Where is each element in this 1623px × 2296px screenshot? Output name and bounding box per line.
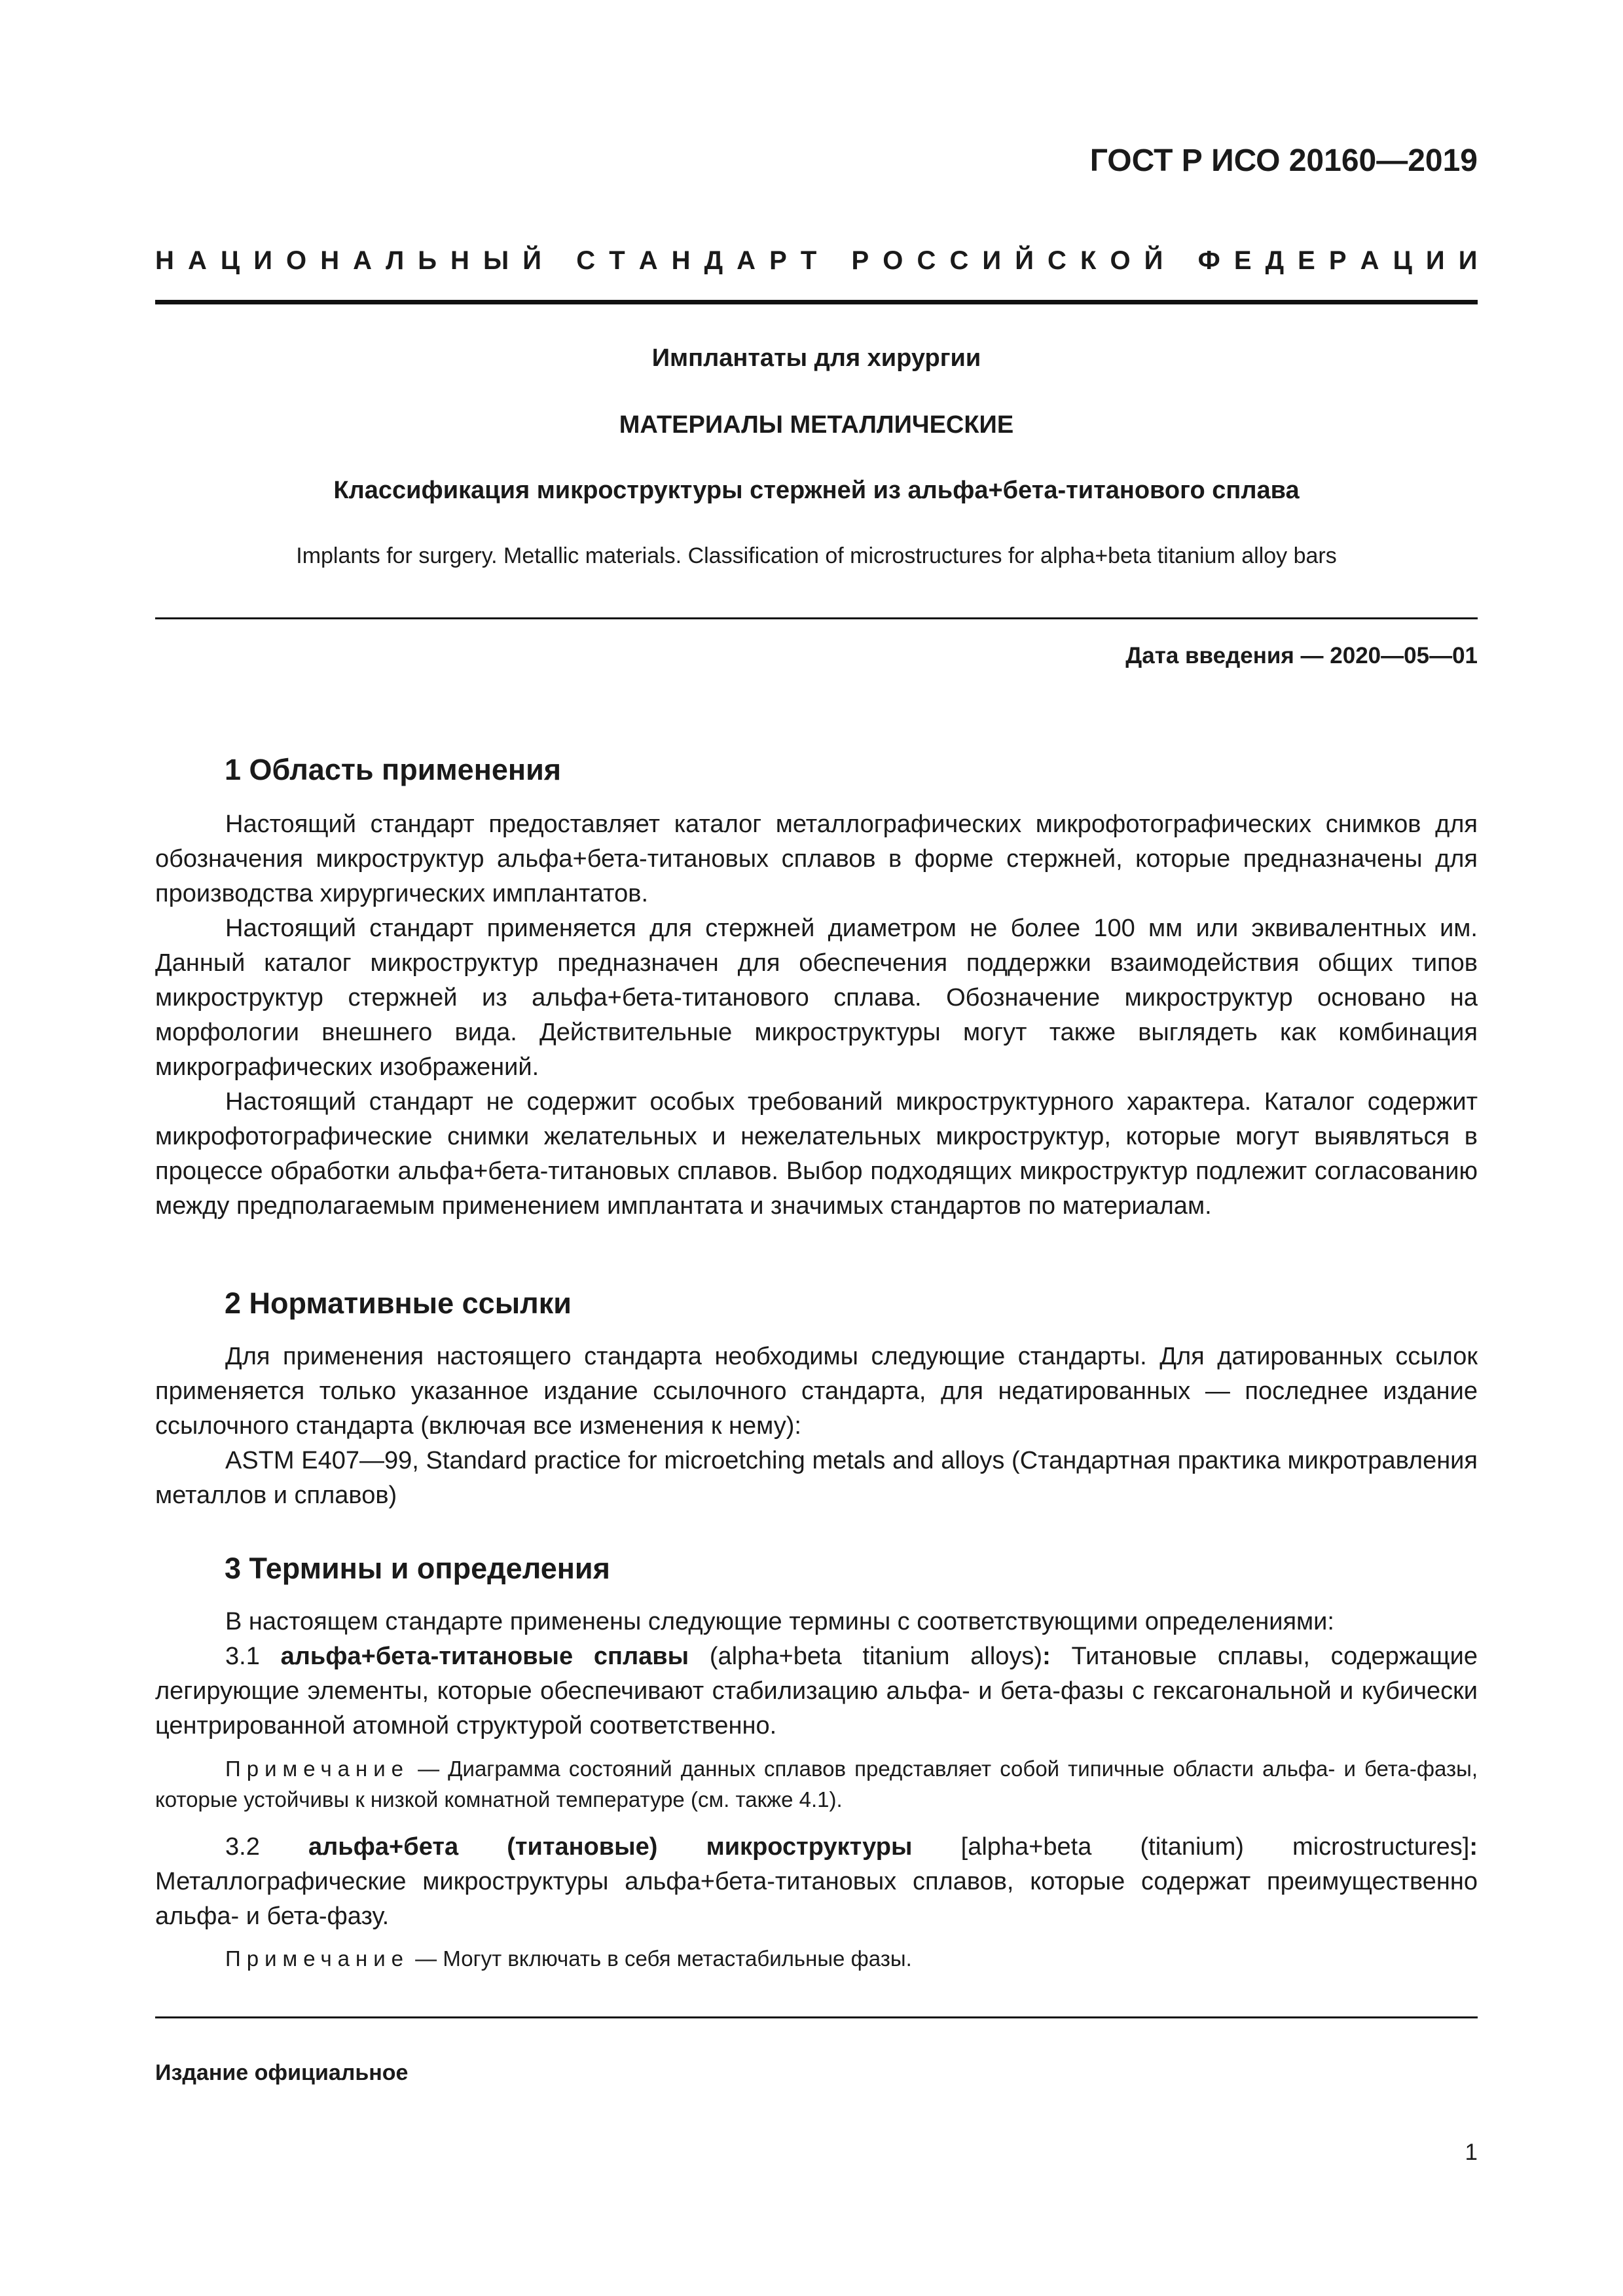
section-3-intro: В настоящем стандарте применены следующие термины с соответствующими определениями: xyxy=(225,1608,1334,1635)
banner-letter: О xyxy=(286,246,307,275)
banner-letter: А xyxy=(353,246,373,275)
term-3-2-name: альфа+бета (титановые) микроструктуры xyxy=(308,1833,913,1861)
banner-letter: Н xyxy=(450,246,469,275)
section-2-heading: 2 Нормативные ссылки xyxy=(225,1286,572,1320)
banner-letter: Л xyxy=(386,246,405,275)
note-2: Примечание — Могут включать в себя метастабильные фазы. xyxy=(225,1946,912,1971)
banner-letter: Ы xyxy=(483,246,509,275)
banner-letter: Ц xyxy=(1393,246,1412,275)
banner-letter: С xyxy=(917,246,936,275)
banner-letter: Н xyxy=(320,246,340,275)
banner-letter: О xyxy=(1110,246,1131,275)
banner-letter: И xyxy=(1458,246,1478,275)
banner-letter: И xyxy=(253,246,272,275)
banner-letter: Ь xyxy=(418,246,437,275)
banner-letter: Т xyxy=(609,246,625,275)
banner-letter: О xyxy=(883,246,903,275)
title-divider xyxy=(155,617,1478,619)
banner-letter: Н xyxy=(155,246,174,275)
banner-letter: А xyxy=(737,246,756,275)
banner-letter: Ф xyxy=(1197,246,1220,275)
banner-letter: С xyxy=(576,246,596,275)
banner-letter: Д xyxy=(1265,246,1285,275)
document-number: ГОСТ Р ИСО 20160—2019 xyxy=(1089,143,1478,178)
title-english: Implants for surgery. Metallic materials. Classification of microstructures for alpha+beta titanium alloy bars xyxy=(296,543,1337,568)
title-line-2: МАТЕРИАЛЫ МЕТАЛЛИЧЕСКИЕ xyxy=(619,411,1014,439)
banner-letter: Н xyxy=(671,246,691,275)
national-standard-banner xyxy=(155,246,1478,276)
term-3-2: 3.2 альфа+бета (титановые) микроструктуры [alpha+beta (titanium) microstructures]: Металлографические микроструктуры альфа+бета-титановых сплавов, которые содержат преимущественно альфа- и бета-фазу. xyxy=(155,1833,1478,1930)
section-3-heading: 3 Термины и определения xyxy=(225,1552,610,1585)
banner-letter: Е xyxy=(1298,246,1315,275)
section-1-paragraph-3: Настоящий стандарт не содержит особых требований микроструктурного характера. Каталог содержит микрофотографические снимки желательных и нежелательных микроструктур, которые могут выявляться в процессе обработки альфа+бета-титановых сплавов. Выбор подходящих микроструктур подлежит согласованию между предполагаемым применением имплантата и значимых стандартов по материалам. xyxy=(155,1088,1478,1220)
banner-letter: Й xyxy=(1144,246,1163,275)
banner-letter: Д xyxy=(704,246,723,275)
note-label: Примечание xyxy=(225,1946,410,1971)
banner-letter: Р xyxy=(851,246,869,275)
banner-letter xyxy=(555,246,562,276)
term-3-1-name: альфа+бета-титановые сплавы xyxy=(280,1643,689,1670)
header-divider xyxy=(155,300,1478,304)
section-2-reference: ASTM E407—99, Standard practice for microetching metals and alloys (Стандартная практика микротравления металлов и сплавов) xyxy=(155,1447,1478,1509)
banner-letter: С xyxy=(1048,246,1067,275)
banner-letter: Р xyxy=(1328,246,1347,275)
banner-letter: А xyxy=(187,246,207,275)
note-label: Примечание xyxy=(225,1757,410,1781)
title-line-1: Имплантаты для хирургии xyxy=(651,344,981,372)
official-edition-label: Издание официальное xyxy=(155,2060,409,2085)
banner-letter: Й xyxy=(1015,246,1034,275)
banner-letter: Й xyxy=(522,246,541,275)
banner-letter: Ц xyxy=(220,246,240,275)
banner-letter: С xyxy=(949,246,969,275)
section-1-heading: 1 Область применения xyxy=(225,753,562,786)
banner-letter xyxy=(830,246,837,276)
banner-letter: Е xyxy=(1233,246,1252,275)
banner-letter: И xyxy=(982,246,1002,275)
banner-letter: А xyxy=(1360,246,1379,275)
section-1-paragraph-1: Настоящий стандарт предоставляет каталог металлографических микрофотографических снимков для обозначения микроструктур альфа+бета-титановых сплавов в форме стержней, которые предназначены для производства хирургических имплантатов. xyxy=(155,811,1478,907)
banner-letter: А xyxy=(638,246,658,275)
banner-letter: И xyxy=(1425,246,1445,275)
section-2-paragraph-1: Для применения настоящего стандарта необходимы следующие стандарты. Для датированных ссылок применяется только указанное издание ссылочного стандарта, для недатированных — последнее издание ссылочного стандарта (включая все изменения к нему): xyxy=(155,1343,1478,1440)
term-3-1: 3.1 альфа+бета-титановые сплавы (alpha+beta titanium alloys): Титановые сплавы, содержащие легирующие элементы, которые обеспечивают стабилизацию альфа- и бета-фазы с гексагональной и кубически центрированной атомной структурой соответственно. xyxy=(155,1643,1478,1740)
banner-letter: Т xyxy=(800,246,817,275)
note-1: Примечание — Диаграмма состояний данных сплавов представляет собой типичные области альфа- и бета-фазы, которые устойчивы к низкой комнатной температуре (см. также 4.1). xyxy=(155,1757,1478,1812)
section-1-paragraph-2: Настоящий стандарт применяется для стержней диаметром не более 100 мм или эквивалентных им. Данный каталог микроструктур предназначен для обеспечения поддержки взаимодействия общих типов микроструктур стержней из альфа+бета-титанового сплава. Обозначение микроструктур основано на морфологии внешнего вида. Действительные микроструктуры могут также выглядеть как комбинация микрографических изображений. xyxy=(155,915,1478,1081)
banner-letter xyxy=(1176,246,1184,276)
banner-letter: Р xyxy=(769,246,787,275)
introduction-date: Дата введения — 2020—05—01 xyxy=(1125,643,1478,668)
title-line-3: Классификация микроструктуры стержней из альфа+бета-титанового сплава xyxy=(333,477,1300,504)
banner-letter: К xyxy=(1080,246,1097,275)
page-number: 1 xyxy=(1465,2140,1478,2165)
footer-divider xyxy=(155,2016,1478,2018)
